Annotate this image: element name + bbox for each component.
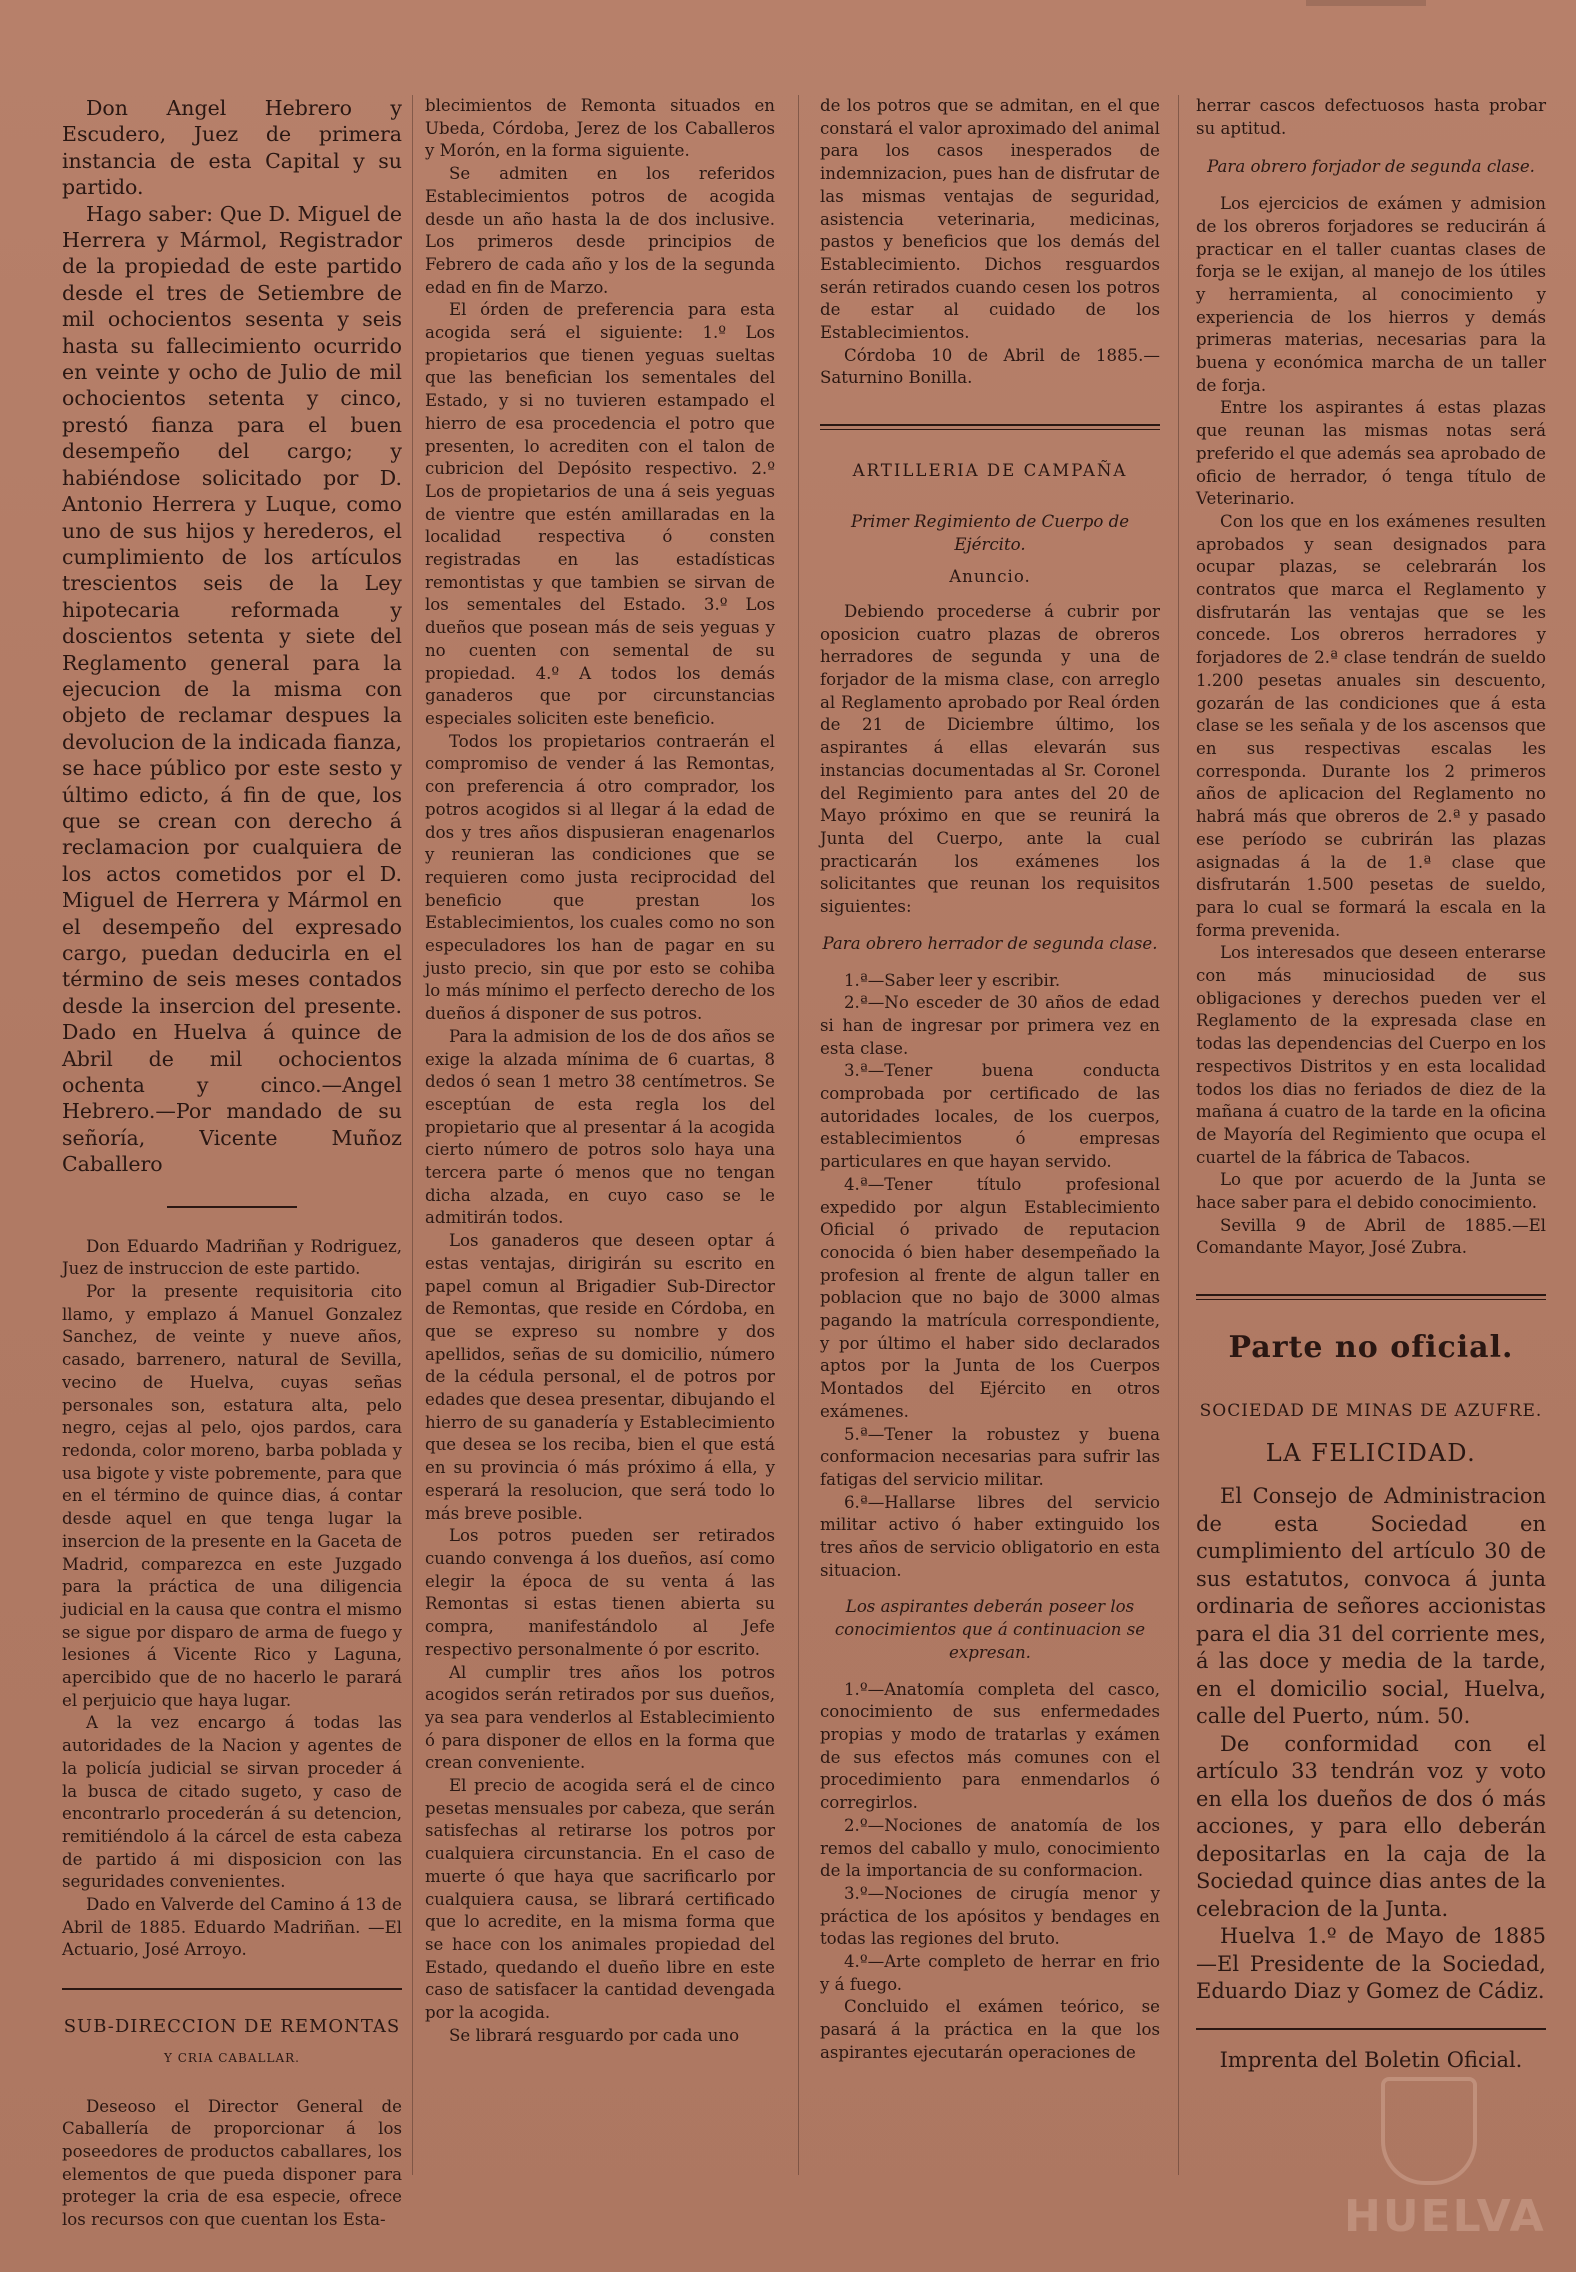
requirement: 2.ª—No esceder de 30 años de edad si han de ingresar por primera vez en esta clase. [820,993,1160,1058]
requirement: 1.ª—Saber leer y escribir. [844,970,1061,990]
paragraph: Lo que por acuerdo de la Junta se hace saber para el debido conocimiento. [1196,1170,1546,1213]
notice-heading: Don Eduardo Madriñan y Rodriguez, Juez de instruccion de este partido. [62,1236,402,1279]
paragraph: El precio de acogida será el de cinco pesetas mensuales por cabeza, que serán satisfechas al retirarse los potros por cualquiera circunstancia. En el caso de muerte ó que haya que sacrificarlo por cualquiera causa, se librará certificado que lo acredite, en la misma forma que se hace con los animales propiedad del Estado, quedando el dueño libre en este caso de satisfacer la cantidad devengada por la acogida. [425,1776,775,2023]
knowledge-item: 3.º—Nociones de cirugía menor y práctica de los apósitos y bendages en todas las regiones del bruto. [820,1883,1160,1949]
crest-icon [1381,2077,1477,2185]
paragraph: herrar cascos defectuosos hasta probar su aptitud. [1196,96,1546,138]
paragraph: Se librará resguardo por cada uno [449,2025,740,2045]
paragraph: Al cumplir tres años los potros acogidos serán retirados por sus dueños, ya sea para venderlos al Establecimiento ó para disponer de ellos en la forma que crean conveniente. [425,1662,775,1773]
separator [62,1988,402,1990]
subheading: Los aspirantes deberán poseer los conocimientos que á continuacion se expresan. [834,1597,1146,1662]
paragraph: Debiendo procederse á cubrir por oposicion cuatro plazas de obreros herradores de segunda y una de forjador de la misma clase, con arreglo al Reglamento aprobado por Real órden de 21 de Diciembre último, los aspirantes á ellas elevarán sus instancias documentadas al Sr. Coronel del Regimiento para antes del 20 de Mayo próximo en que se reunirá la Junta del Cuerpo, ante la cual practicarán los exámenes los solicitantes que reunan los requisitos siguientes: [820,601,1160,917]
society-name: SOCIEDAD DE MINAS DE AZUFRE. [1199,1401,1543,1422]
requirement: 5.ª—Tener la robustez y buena conformacion necesarias para sufrir las fatigas del servicio militar. [820,1424,1160,1489]
paragraph: Los ejercicios de exámen y admision de los obreros forjadores se reducirán á practicar en el taller cuantas clases de forja se le exijan, al manejo de los útiles y herramienta, al conocimiento y experiencia de los hierros y demás primeras materias, necesarias para la buena y económica marcha de un taller de forja. [1196,194,1546,395]
knowledge-item: 2.º—Nociones de anatomía de los remos del caballo y mulo, conocimiento de la importancia de su conformacion. [820,1815,1160,1881]
requirement: 4.ª—Tener título profesional expedido por algun Establecimiento Oficial ó privado de reputacion conocida ó bien haber desempeñado la profesion al frente de algun taller en poblacion que no bajo de 3000 almas pagando la matrícula correspondiente, y por último el haber sido declarados aptos por la Junta de los Cuerpos Montados del Ejército en otros exámenes. [820,1174,1160,1421]
paragraph: Para la admision de los de dos años se exige la alzada mínima de 6 cuartas, 8 dedos ó sean 1 metro 38 centímetros. Se esceptúan de esta regla los del propietario que al presentar á la acogida cierto número de potros solo haya una tercera parte ó menos que no tengan dicha alzada, en cuyo caso se le admitirán todos. [425,1026,775,1228]
column-divider [412,95,413,2175]
section-title: ARTILLERIA DE CAMPAÑA [852,461,1128,481]
paragraph: El Consejo de Administracion de esta Sociedad en cumplimiento del artículo 30 de sus estatutos, convoca á junta ordinaria de señores accionistas para el dia 31 del corriente mes, á las doce y media de la tarde, en el domicilio social, Huelva, calle del Puerto, núm. 50. [1196,1484,1546,1729]
column-divider [1178,95,1179,2175]
column-4 [1196,95,1546,2072]
remontas-notice [62,2016,402,2232]
notice-body: Por la presente requisitoria cito llamo, y emplazo á Manuel Gonzalez Sanchez, de veinte y nueve años, casado, barrenero, natural de Sevilla, vecino de Huelva, cuyas señas personales son, estatura alta, pelo negro, cejas al pelo, ojos pardos, cara redonda, color moreno, barba poblada y usa bigote y viste pobremente, para que en el término de quince dias, á contar desde aquel en que tenga lugar la insercion de la presente en la Gaceta de Madrid, comparezca en este Juzgado para la práctica de una diligencia judicial en la causa que contra el mismo se sigue por disparo de arma de fuego y lesiones á Vicente Rico y Laguna, apercibido que de no hacerlo le parará el perjuicio que haya lugar. [62,1282,402,1710]
paragraph: Todos los propietarios contraerán el compromiso de vender á las Remontas, con preferencia á otro comprador, los potros acogidos si al llegar á la edad de dos y tres años dispusieran enagenarlos y reunieran las condiciones que se requieren como justa reciprocidad del beneficio que prestan los Establecimientos, los cuales como no son especuladores los han de pagar en su justo precio, sin que por esto se cohiba lo más mínimo el perfecto derecho de los dueños á disponer de sus potros. [425,731,775,1024]
column-3 [820,95,1160,2065]
company-name: LA FELICIDAD. [1265,1439,1477,1468]
notice-body: Hago saber: Que D. Miguel de Herrera y Mármol, Registrador de la propiedad de este partido desde el tres de Setiembre de mil ochocientos sesenta y seis hasta su fallecimiento ocurrido en veinte y ocho de Julio de mil ochocientos setenta y cinco, prestó fianza para el buen desempeño del cargo; y habiéndose solicitado por D. Antonio Herrera y Luque, como uno de sus hijos y herederos, el cumplimiento de los artículos trescientos seis de la Ley hipotecaria reformada y doscientos setenta y siete del Reglamento general para la ejecucion de la misma con objeto de reclamar despues la devolucion de la indicada fianza, se hace público por este sesto y último edicto, á fin de que, los que se crean con derecho á reclamacion por cualquiera de los actos cometidos por el D. Miguel de Herrera y Mármol en el desempeño del expresado cargo, puedan deducirla en el término de seis meses contados desde la insercion del presente. Dado en Huelva á quince de Abril de mil ochocientos ochenta y cinco.—Angel Hebrero.—Por mandado de su señoría, Vicente Muñoz Caballero [62,201,402,1177]
signature: Huelva 1.º de Mayo de 1885 —El Presidente de la Sociedad, Eduardo Diaz y Gomez de Cádiz. [1196,1924,1546,2004]
paragraph: Concluido el exámen teórico, se pasará á la práctica en la que los aspirantes ejecutarán operaciones de [820,1997,1160,2062]
requirement: 6.ª—Hallarse libres del servicio militar activo ó haber extinguido los tres años de servicio obligatorio en esta situacion. [820,1492,1160,1580]
notice-body: Deseoso el Director General de Caballería de proporcionar á los poseedores de productos caballares, los elementos de que pueda disponer para proteger la cria de esa especie, ofrece los recursos con que cuentan los Esta- [62,2096,402,2230]
paragraph: Los interesados que deseen enterarse con más minuciosidad de sus obligaciones y derechos pueden ver el Reglamento de la expresada clase en todas las dependencias del Cuerpo en los respectivos Distritos y en esta localidad todos los dias no feriados de diez de la mañana á cuatro de la tarde en la oficina de Mayoría del Regimiento que ocupa el cuartel de la fábrica de Tabacos. [1196,943,1546,1167]
section-title: SUB-DIRECCION DE REMONTAS [63,2016,401,2038]
requirement: 3.ª—Tener buena conducta comprobada por certificado de las autoridades locales, de los cuerpos, establecimientos ó empresas particulares en que hayan servido. [820,1061,1160,1172]
notice-body: A la vez encargo á todas las autoridades de la Nacion y agentes de la policía judicial se sirvan proceder á la busca de citado sugeto, y caso de encontrarlo procederán á su detencion, remitiéndolo á la cárcel de esta cabeza de partido á mi disposicion con las seguridades convenientes. [62,1713,402,1892]
edict-hebrero [62,95,402,1178]
knowledge-item: 4.º—Arte completo de herrar en frio y á fuego. [820,1952,1160,1994]
watermark-text: HUELVA [1344,2191,1546,2242]
column-2 [425,95,775,2047]
notice-heading: Don Angel Hebrero y Escudero, Juez de primera instancia de esta Capital y su partido. [62,96,402,200]
separator [167,1206,297,1208]
notice-signature: Dado en Valverde del Camino á 13 de Abril de 1885. Eduardo Madriñan. —El Actuario, José Arroyo. [62,1895,402,1960]
section-subtitle: Primer Regimiento de Cuerpo de Ejército. [850,511,1130,554]
column-divider [798,95,799,2175]
paragraph: Los potros pueden ser retirados cuando convenga á los dueños, así como elegir la época de su venta á las Remontas si estas tienen abierta su compra, manifestándolo al Jefe respectivo personalmente ó por escrito. [425,1526,775,1659]
paragraph: De conformidad con el artículo 33 tendrán voz y voto en ella los dueños de dos ó más acciones, y para ello deberán depositarlas en la caja de la Sociedad quince dias antes de la celebracion de la Junta. [1196,1731,1546,1921]
separator [1196,2028,1546,2030]
anuncio-label: Anuncio. [949,567,1031,587]
section-title: Parte no oficial. [1228,1330,1514,1366]
subheading: Para obrero forjador de segunda clase. [1207,157,1535,177]
subheading: Para obrero herrador de segunda clase. [822,933,1158,953]
section-subtitle: Y CRIA CABALLAR. [164,2050,300,2065]
paragraph: Se admiten en los referidos Establecimientos potros de acogida desde un año hasta la de dos inclusive. Los primeros desde principios de Febrero de cada año y los de la segunda edad en fin de Marzo. [425,164,775,297]
signature: Sevilla 9 de Abril de 1885.—El Comandante Mayor, José Zubra. [1196,1215,1546,1258]
paragraph: Con los que en los exámenes resulten aprobados y sean designados para ocupar plazas, se celebrarán los contratos que marca el Reglamento y disfrutarán las ventajas que se les concede. Los obreros herradores y forjadores de 2.ª clase tendrán de sueldo 1.200 pesetas anuales sin descuento, gozarán de las condiciones que á esta clase se les señala y de los ascensos que en sus respectivas escalas les corresponda. Durante los 2 primeros años de aplicacion del Reglamento no habrá más que obreros de 2.ª y pasado ese período se cubrirán las plazas asignadas á la de 1.ª clase que disfrutarán 1.500 pesetas de sueldo, para lo cual se formará la escala en la forma prevenida. [1196,511,1546,940]
page-edge-stain [1306,0,1426,6]
printer-imprint: Imprenta del Boletin Oficial. [1219,2047,1523,2072]
paragraph: El órden de preferencia para esta acogida será el siguiente: 1.º Los propietarios que tienen yeguas sueltas que las benefician los sementales del Estado, y si no tuvieren estampado el hierro de esa procedencia el potro que presenten, lo acrediten con el talon de cubricion del Depósito respectivo. 2.º Los de propietarios de una á seis yeguas de vientre que estén amillaradas en la localidad respectiva ó consten registradas en las estadísticas remontistas y que tambien se sirvan de los sementales del Estado. 3.º Los dueños que posean más de seis yeguas y no cuenten con semental de su propiedad. 4.º A todos los demás ganaderos que por circunstancias especiales soliciten este beneficio. [425,300,775,728]
paragraph: Los ganaderos que deseen optar á estas ventajas, dirigirán su escrito en papel comun al Brigadier Sub-Director de Remontas, que reside en Córdoba, en que se expreso su nombre y dos apellidos, señas de su domicilio, número de la cédula personal, el de potros por edades que desea presentar, dibujando el hierro de su ganadería y Establecimiento que desea se los reciba, bien el que está en su provincia ó más próximo á ella, y esperará la resolucion, que será todo lo más breve posible. [425,1231,775,1523]
paragraph: de los potros que se admitan, en el que constará el valor aproximado del animal para los casos inesperados de indemnizacion, pues han de disfrutar de las mismas ventajas de seguridad, asistencia veterinaria, medicinas, pastos y beneficios que los demás del Establecimiento. Dichos resguardos serán retirados cuando cesen los potros de estar al cuidado de los Establecimientos. [820,96,1160,343]
separator [1196,1294,1546,1300]
requisitoria-madrinan [62,1236,402,1963]
paragraph: blecimientos de Remonta situados en Ubeda, Córdoba, Jerez de los Caballeros y Morón, en la forma siguiente. [425,96,775,161]
separator [820,424,1160,430]
column-1 [62,95,402,2232]
paragraph: Entre los aspirantes á estas plazas que reunan las mismas notas será preferido el que además sea aprobado de oficio de herrador, ó tenga título de Veterinario. [1196,398,1546,509]
archive-watermark [1344,2077,1546,2242]
signature: Córdoba 10 de Abril de 1885.—Saturnino Bonilla. [820,345,1160,388]
knowledge-item: 1.º—Anatomía completa del casco, conocimiento de sus enfermedades propias y modo de tratarlas y exámen de sus efectos más comunes con el procedimiento para enmendarlos ó corregirlos. [820,1679,1160,1813]
